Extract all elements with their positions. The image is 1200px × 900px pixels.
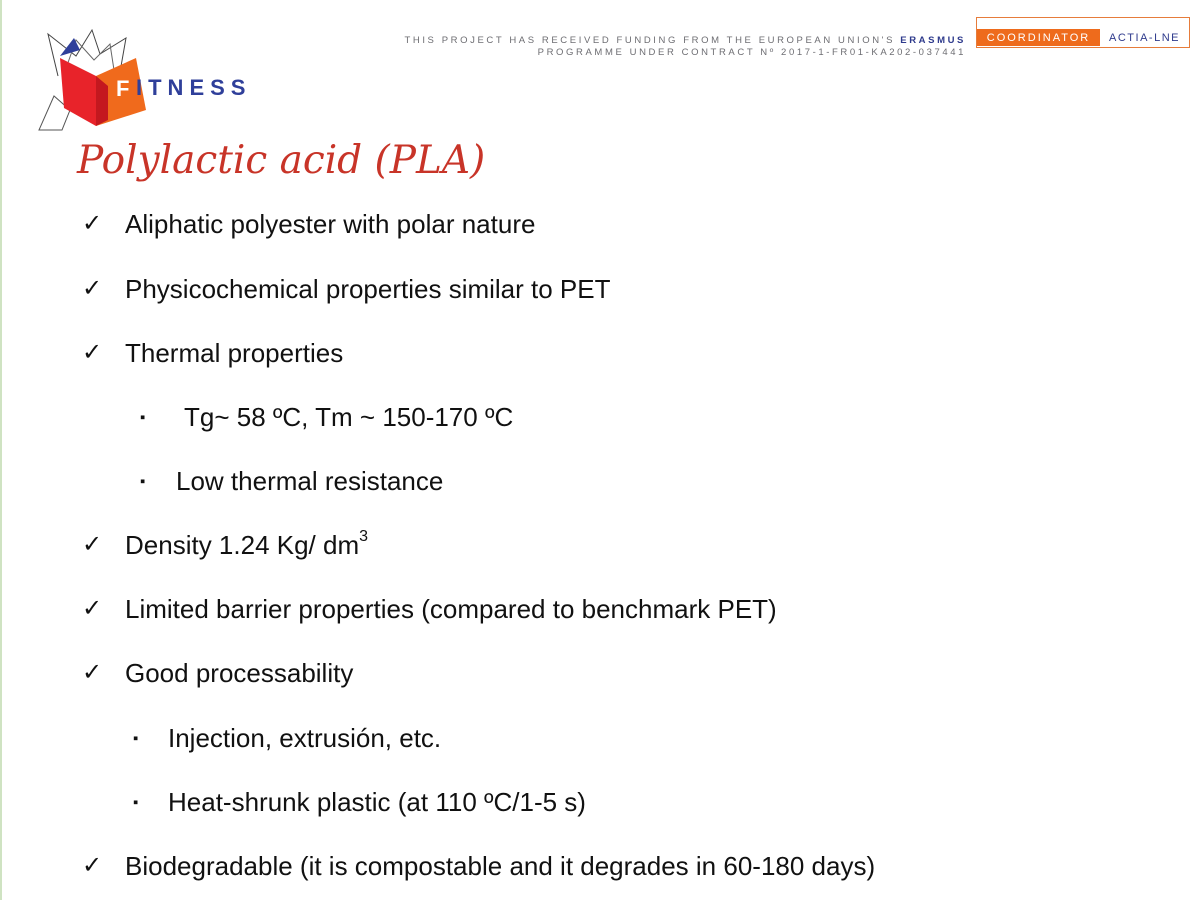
bullet-text: Physicochemical properties similar to PET bbox=[125, 274, 611, 304]
checkmark-icon: ✓ bbox=[82, 659, 103, 686]
left-border-line bbox=[0, 0, 2, 900]
erasmus-label: ERASMUS bbox=[900, 35, 966, 46]
logo-wordmark: ITNESS bbox=[136, 75, 252, 100]
bullet-text: Tg~ 58 ºC, Tm ~ 150-170 ºC bbox=[184, 402, 514, 432]
funding-notice bbox=[404, 35, 966, 59]
bullet-text: Limited barrier properties (compared to benchmark PET) bbox=[125, 594, 777, 624]
checkmark-icon: ✓ bbox=[82, 210, 103, 237]
coordinator-label: COORDINATOR bbox=[977, 29, 1100, 46]
checkmark-icon: ✓ bbox=[82, 531, 103, 558]
bullet-text: Injection, extrusión, etc. bbox=[168, 723, 442, 753]
square-bullet-icon: ▪ bbox=[133, 730, 139, 747]
bullet-text: Biodegradable (it is compostable and it degrades in 60-180 days) bbox=[125, 851, 876, 881]
checkmark-icon: ✓ bbox=[82, 852, 103, 879]
bullet-text: Aliphatic polyester with polar nature bbox=[125, 209, 536, 239]
bullet-text: Low thermal resistance bbox=[176, 466, 444, 496]
square-bullet-icon: ▪ bbox=[133, 794, 139, 811]
square-bullet-icon: ▪ bbox=[140, 473, 146, 490]
bullet-text: Good processability bbox=[125, 658, 354, 688]
funding-line-1: THIS PROJECT HAS RECEIVED FUNDING FROM THE EUROPEAN UNION'S ERASMUS bbox=[404, 35, 966, 46]
bullet-text: Thermal properties bbox=[125, 338, 344, 368]
checkmark-icon: ✓ bbox=[82, 595, 103, 622]
superscript-3: 3 bbox=[359, 528, 369, 545]
checkmark-icon: ✓ bbox=[82, 275, 103, 302]
coordinator-name: ACTIA-LNE bbox=[1109, 32, 1180, 44]
funding-line-2: PROGRAMME UNDER CONTRACT Nº 2017-1-FR01-KA202-037441 bbox=[537, 47, 966, 58]
slide-title: Polylactic acid (PLA) bbox=[77, 138, 486, 183]
logo-letter-f: F bbox=[116, 76, 130, 101]
square-bullet-icon: ▪ bbox=[140, 409, 146, 426]
bullet-text: Heat-shrunk plastic (at 110 ºC/1-5 s) bbox=[168, 787, 586, 817]
bullet-text: Density 1.24 Kg/ $dm^3$ bbox=[125, 528, 369, 560]
checkmark-icon: ✓ bbox=[82, 339, 103, 366]
